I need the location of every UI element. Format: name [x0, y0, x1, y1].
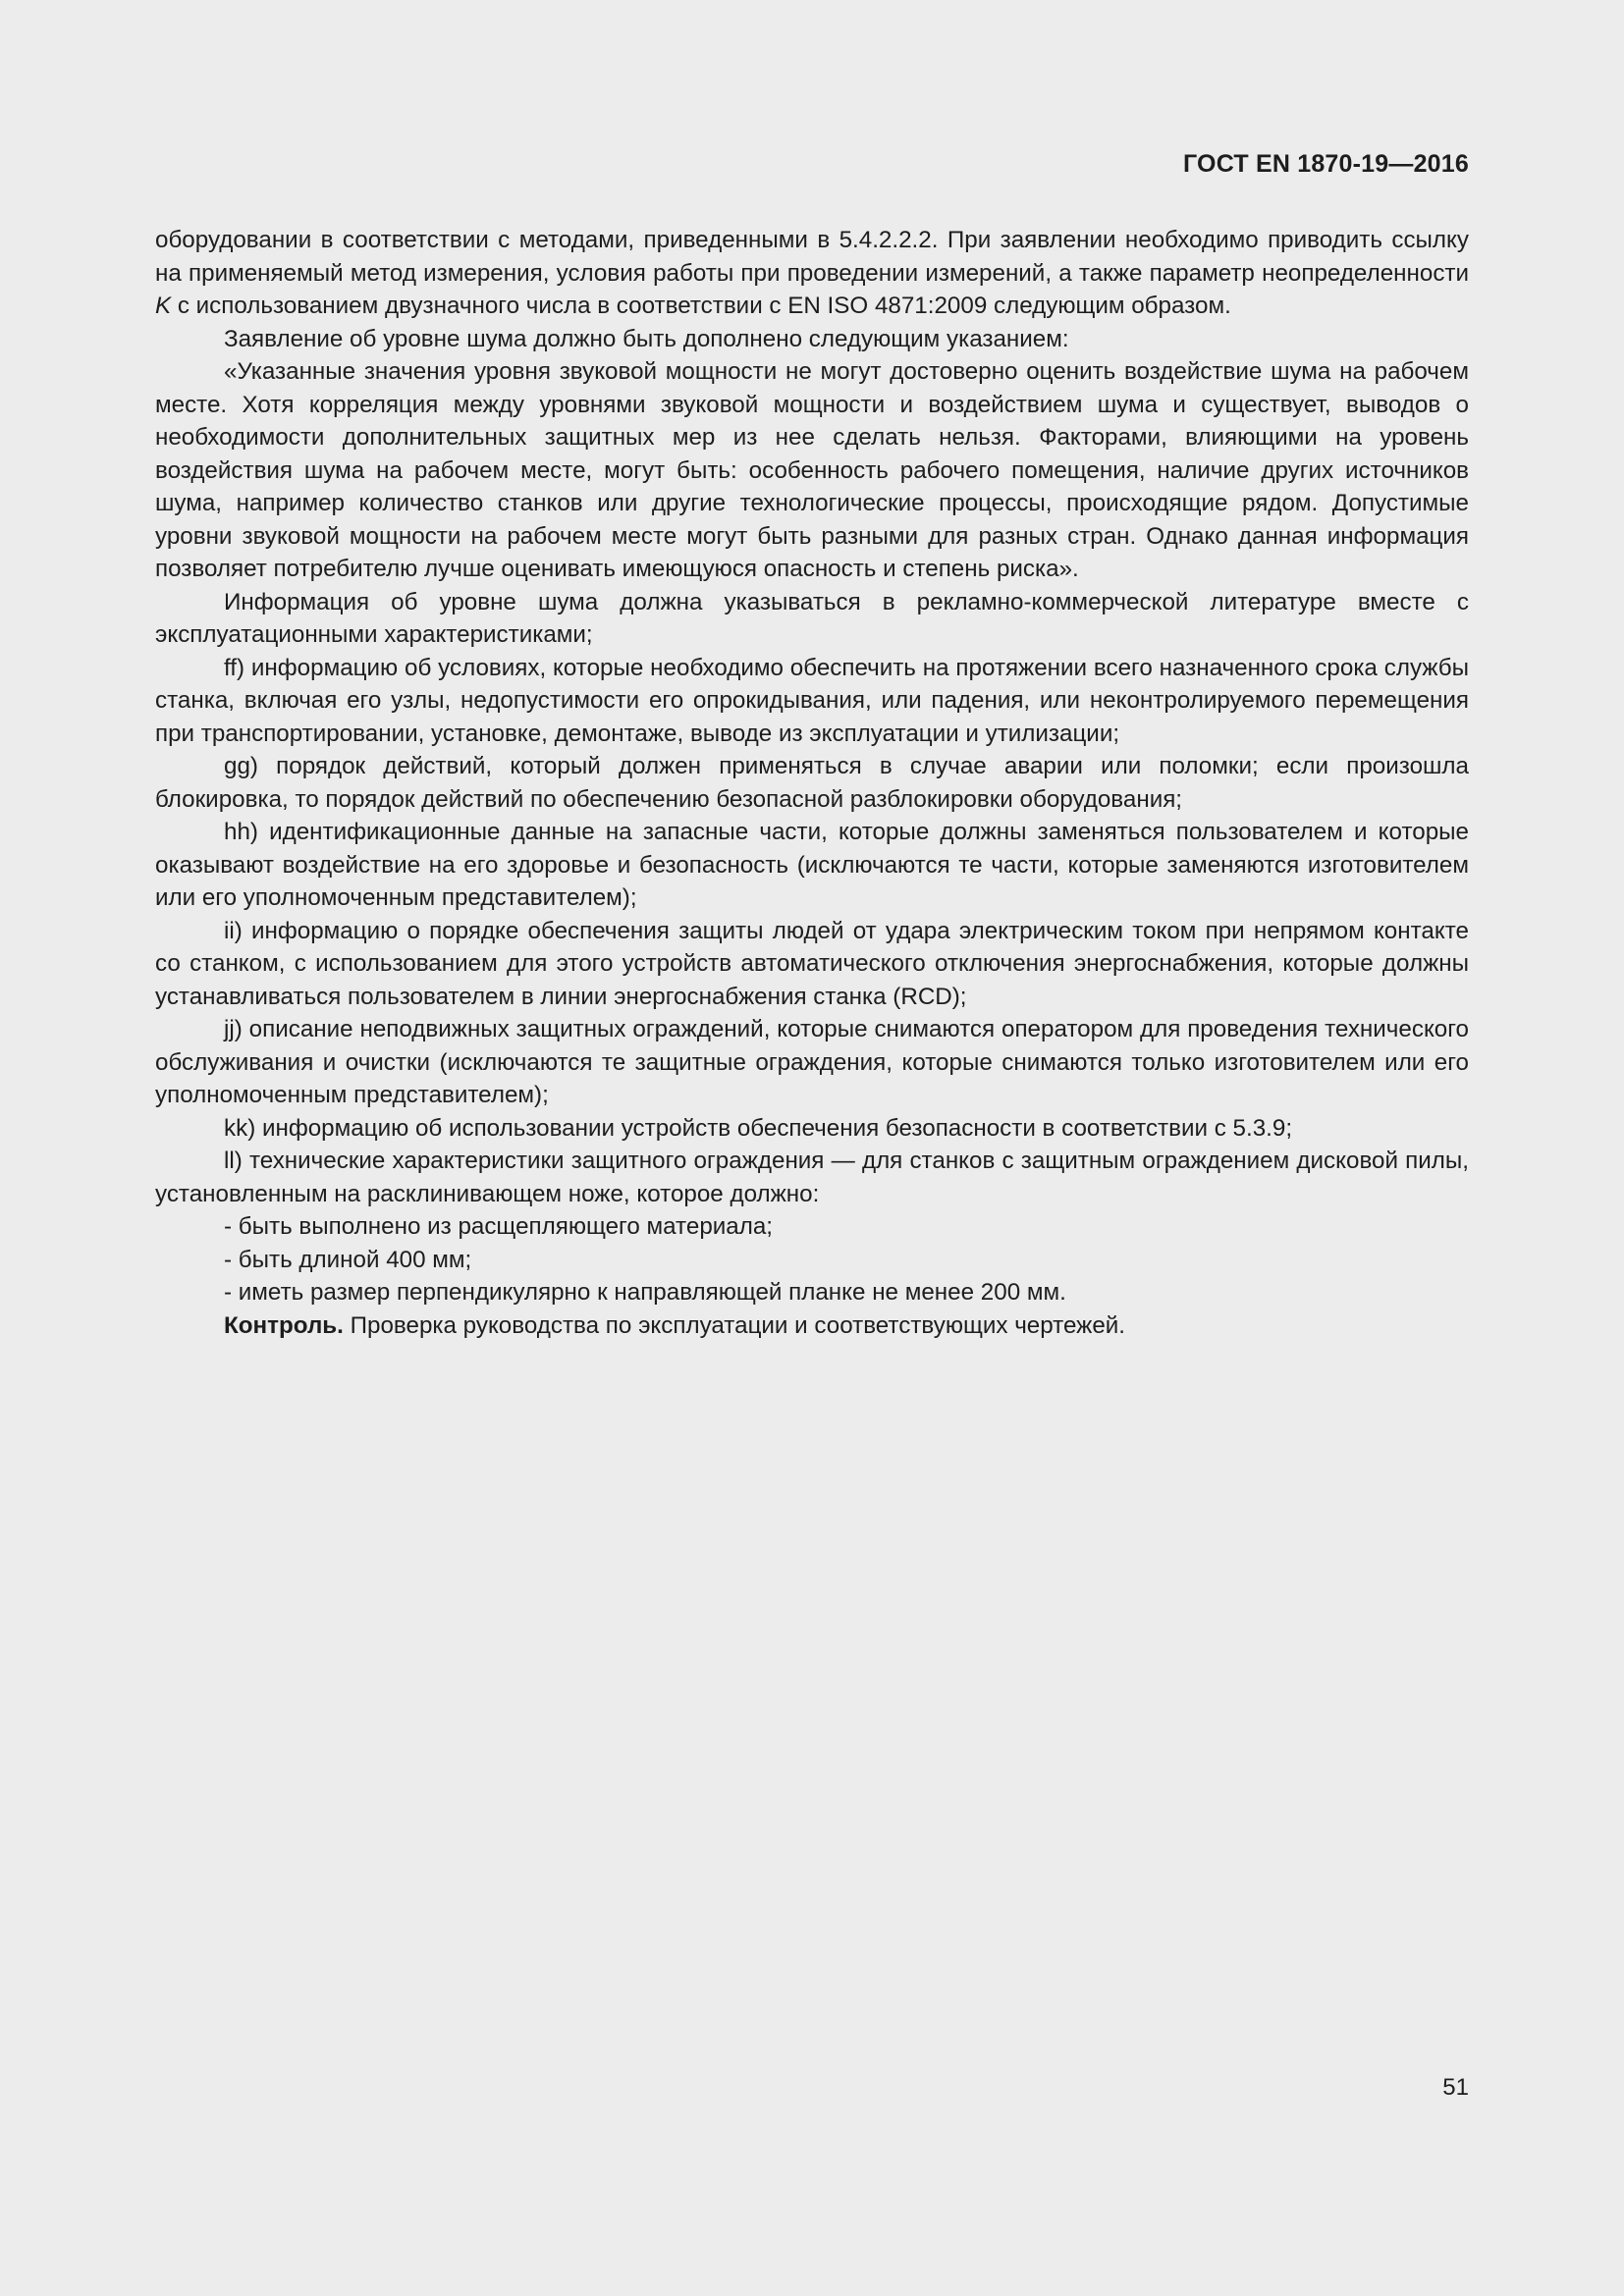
ll-subitem-size: - иметь размер перпендикулярно к направляющей планке не менее 200 мм.: [224, 1279, 1066, 1306]
ll-subitem-material: - быть выполнено из расщепляющего материала;: [224, 1213, 774, 1240]
noise-statement-intro: Заявление об уровне шума должно быть дополнено следующим указанием:: [224, 325, 1069, 352]
intro-text-part2: с использованием двузначного числа в соответствии с EN ISO 4871:2009 следующим образом.: [171, 293, 1231, 319]
noise-info-paragraph: Информация об уровне шума должна указываться в рекламно-коммерческой литературе вместе с эксплуатационными характеристиками;: [155, 588, 1469, 648]
control-paragraph: [155, 1309, 1469, 1343]
ll-subitem-length: - быть длиной 400 мм;: [224, 1246, 472, 1273]
list-item-gg: gg) порядок действий, который должен применяться в случае аварии или поломки; если произошла блокировка, то порядок действий по обеспечению безопасной разблокировки оборудования;: [155, 753, 1469, 813]
list-item-kk: kk) информацию об использовании устройств обеспечения безопасности в соответствии с 5.3.9;: [224, 1114, 1293, 1142]
control-text: Проверка руководства по эксплуатации и соответствующих чертежей.: [343, 1311, 1126, 1339]
list-item-jj: jj) описание неподвижных защитных ограждений, которые снимаются оператором для проведения технического обслуживания и очистки (исключаются те защитные ограждения, которые снимаются только изготовителем или его уполномоченным представителем);: [155, 1016, 1469, 1108]
list-item-ii: ii) информацию о порядке обеспечения защиты людей от удара электрическим током при непрямом контакте со станком, с использованием для этого устройств автоматического отключения энергоснабжения, которые должны устанавливаться пользователем в линии энергоснабжения станка (RCD);: [155, 917, 1469, 1010]
intro-paragraph: [155, 224, 1469, 323]
intro-text-part1: оборудовании в соответствии с методами, приведенными в 5.4.2.2.2. При заявлении необходимо приводить ссылку на применяемый метод измерения, условия работы при проведении измерений, а также параметр неопределенности: [155, 227, 1469, 287]
list-item-ll: ll) технические характеристики защитного ограждения — для станков с защитным ограждением дисковой пилы, установленным на расклинивающем ноже, которое должно:: [155, 1148, 1469, 1207]
page-number: 51: [1442, 2074, 1469, 2101]
uncertainty-symbol-k: K: [155, 293, 172, 319]
control-label: Контроль.: [224, 1311, 344, 1339]
noise-quote-paragraph: «Указанные значения уровня звуковой мощности не могут достоверно оценить воздействие шума на рабочем месте. Хотя корреляция между уровнями звуковой мощности и воздействием шума и существует, выводов о необходимости дополнительных защитных мер из нее сделать нельзя. Факторами, влияющими на уровень воздействия шума на рабочем месте, могут быть: особенность рабочего помещения, наличие других источников шума, например количество станков или другие технологические процессы, происходящие рядом. Допустимые уровни звуковой мощности на рабочем месте могут быть разными для разных стран. Однако данная информация позволяет потребителю лучше оценивать имеющуюся опасность и степень риска».: [155, 358, 1469, 582]
standard-code-header: ГОСТ EN 1870-19—2016: [1183, 150, 1469, 178]
list-item-ff: ff) информацию об условиях, которые необходимо обеспечить на протяжении всего назначенного срока службы станка, включая его узлы, недопустимости его опрокидывания, или падения, или неконтролируемого перемещения при транспортировании, установке, демонтаже, выводе из эксплуатации и утилизации;: [155, 654, 1469, 747]
document-body: [155, 224, 1469, 1342]
list-item-hh: hh) идентификационные данные на запасные части, которые должны заменяться пользователем и которые оказывают воздействие на его здоровье и безопасность (исключаются те части, которые заменяются изготовителем или его уполномоченным представителем);: [155, 819, 1469, 911]
